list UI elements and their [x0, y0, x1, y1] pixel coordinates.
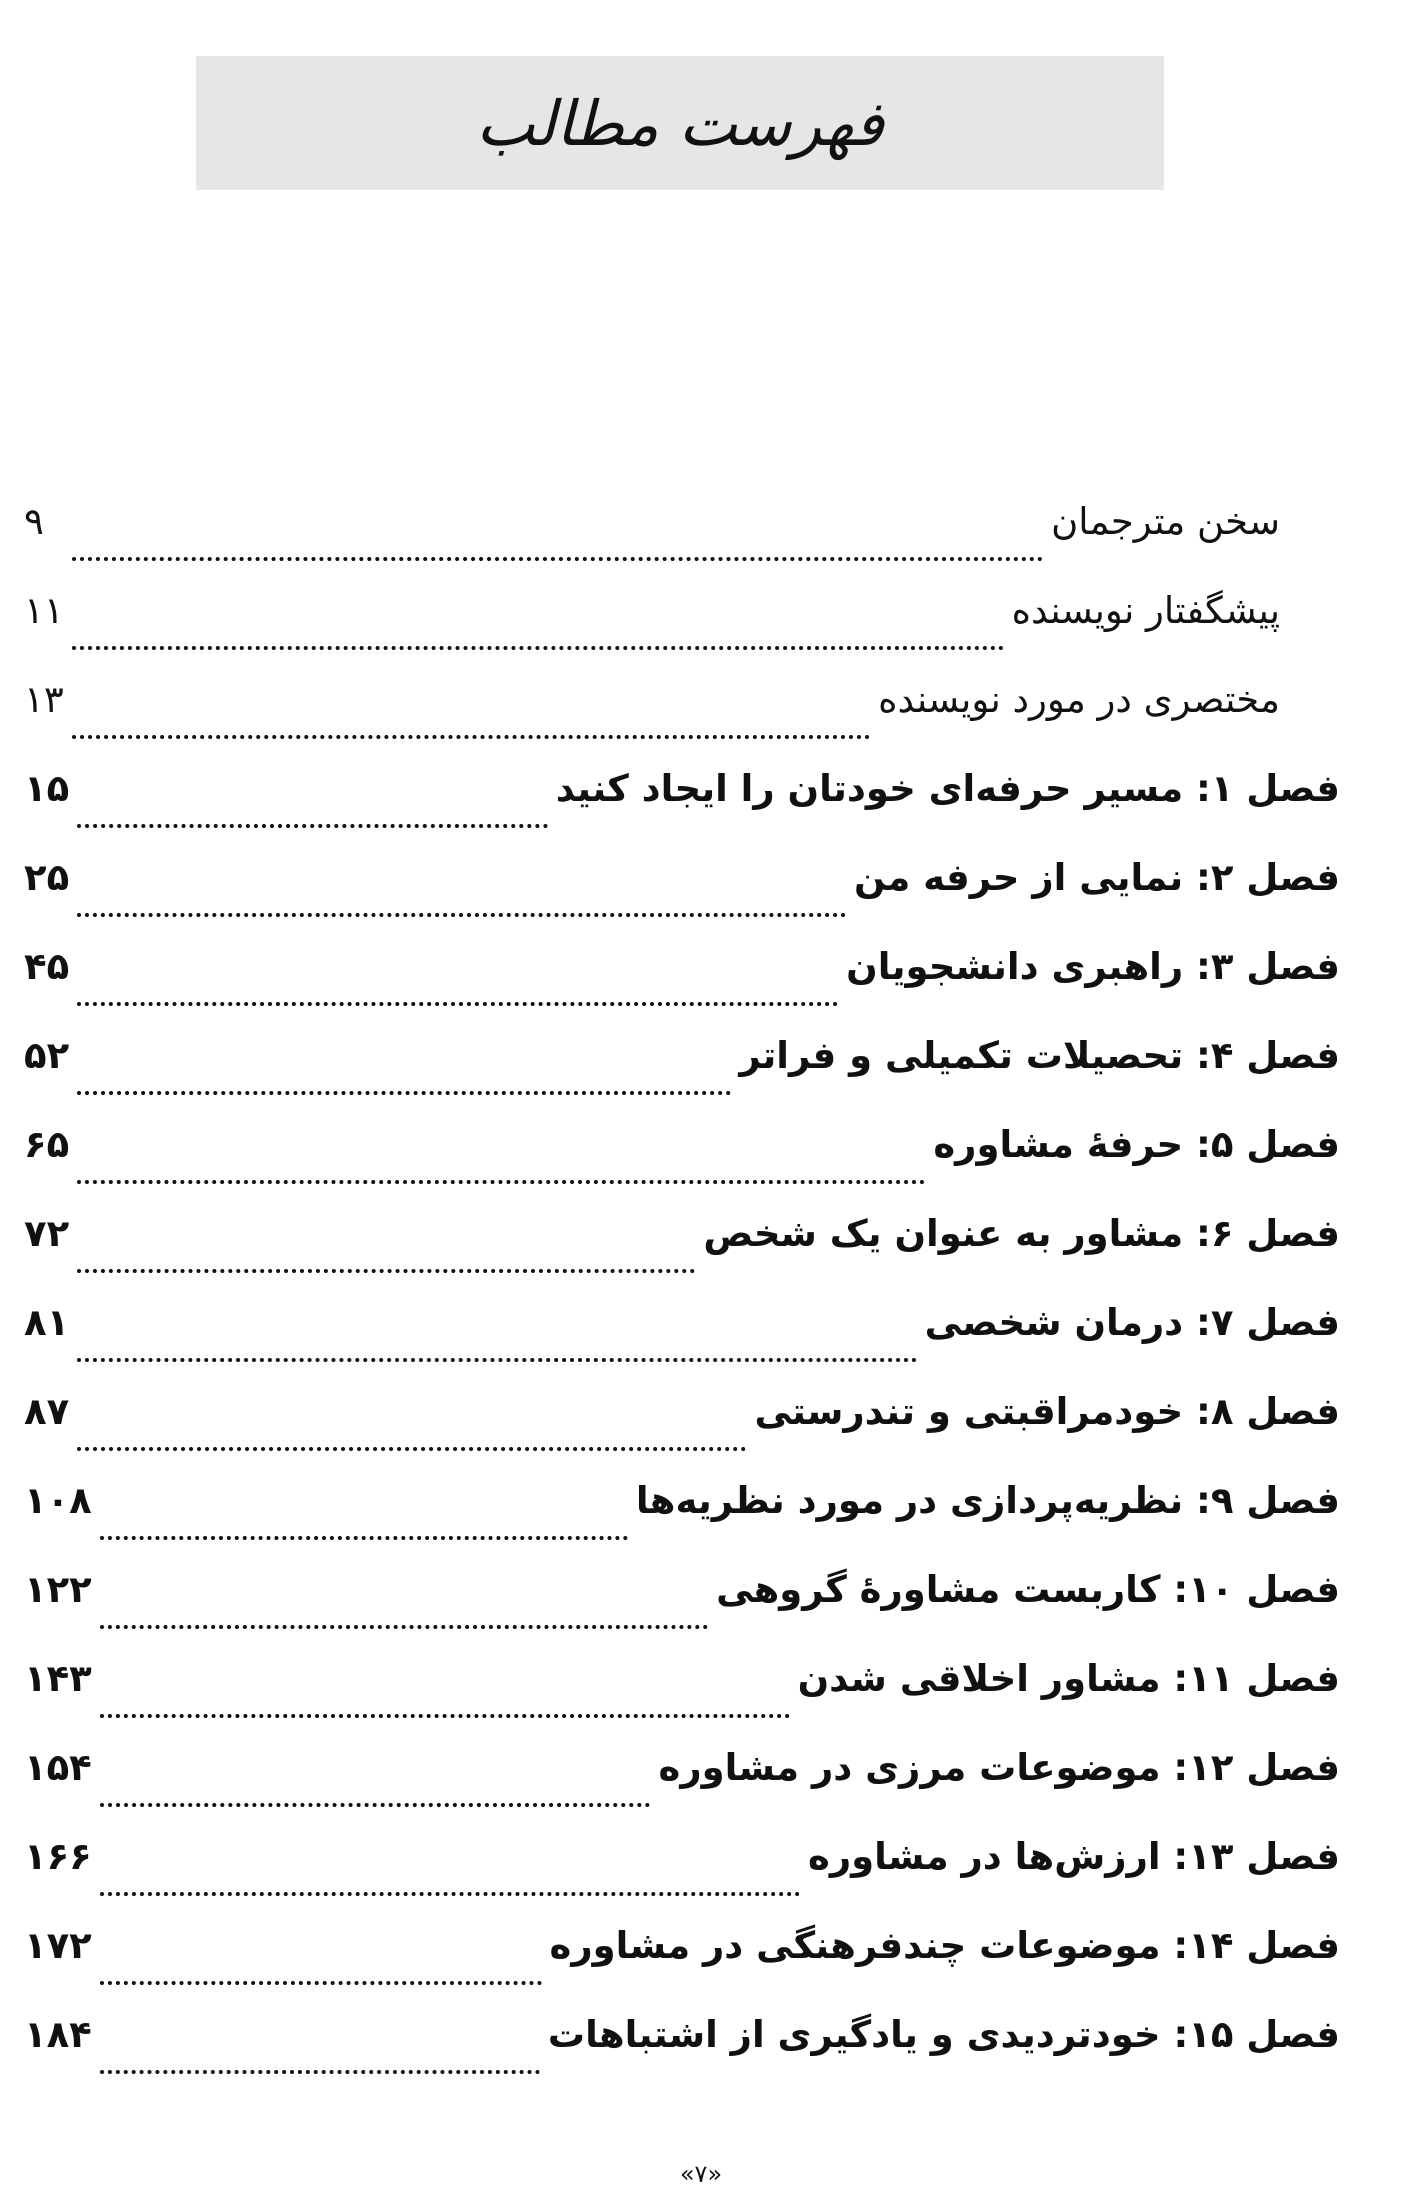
toc-entry-label: فصل ۱۳: ارزش‌ها در مشاوره: [808, 1835, 1340, 1878]
toc-entry-label: مختصری در مورد نویسنده: [878, 678, 1280, 721]
toc-entry-page: ۱۳: [24, 678, 64, 721]
toc-entry-page: ۲۵: [24, 856, 70, 899]
toc-entry-page: ۱۰۸: [24, 1479, 92, 1522]
dot-leader: [100, 2070, 540, 2074]
page-title: فهرست مطالب: [476, 86, 884, 160]
toc-entry: [24, 945, 1340, 1034]
dot-leader: [100, 1536, 628, 1540]
toc-entry: [24, 1301, 1340, 1390]
toc-entry-page: ۱۱: [24, 589, 64, 632]
dot-leader: [72, 735, 870, 739]
toc-entry: [24, 1746, 1340, 1835]
dot-leader: [77, 824, 548, 828]
toc-entry-label: فصل ۱۰: کاربست مشاورهٔ گروهی: [716, 1568, 1340, 1611]
toc-entry-label: سخن مترجمان: [1051, 500, 1280, 543]
toc-entry-label: فصل ۸: خودمراقبتی و تندرستی: [754, 1390, 1340, 1433]
toc-entry: [24, 1835, 1340, 1924]
toc-entry-label: فصل ۴: تحصیلات تکمیلی و فراتر: [739, 1034, 1340, 1077]
toc-entry-label: فصل ۷: درمان شخصی: [924, 1301, 1340, 1344]
toc-entry: [24, 1479, 1340, 1568]
dot-leader: [77, 1358, 916, 1362]
page-number: «۷»: [679, 2160, 723, 2188]
toc-entry-page: ۱۷۲: [24, 1924, 92, 1967]
toc-entry-label: فصل ۲: نمایی از حرفه من: [854, 856, 1340, 899]
toc-entry: [24, 856, 1340, 945]
toc-entry-page: ۶۵: [24, 1123, 70, 1166]
toc-entry-page: ۱۵: [24, 767, 70, 810]
toc-entry-label: فصل ۱۴: موضوعات چندفرهنگی در مشاوره: [549, 1924, 1340, 1967]
dot-leader: [100, 1803, 651, 1807]
toc-entry: [24, 1568, 1340, 1657]
toc-entry-label: فصل ۳: راهبری دانشجویان: [846, 945, 1340, 988]
title-banner: [196, 56, 1164, 190]
toc-entry-page: ۹: [24, 500, 44, 543]
dot-leader: [77, 1002, 838, 1006]
dot-leader: [100, 1625, 708, 1629]
toc-entry: [24, 500, 1340, 589]
toc-entry: [24, 2013, 1340, 2102]
toc-entry-page: ۴۵: [24, 945, 70, 988]
toc-entry-page: ۱۵۴: [24, 1746, 92, 1789]
toc-entry: [24, 589, 1340, 678]
toc-entry-page: ۵۲: [24, 1034, 70, 1077]
toc-entry-page: ۱۴۳: [24, 1657, 92, 1700]
toc-entry-page: ۸۱: [24, 1301, 70, 1344]
toc-entry-label: فصل ۹: نظریه‌پردازی در مورد نظریه‌ها: [635, 1479, 1340, 1522]
toc-entry-label: فصل ۵: حرفهٔ مشاوره: [933, 1123, 1340, 1166]
toc-entry: [24, 1390, 1340, 1479]
toc-entry-page: ۱۸۴: [24, 2013, 92, 2056]
dot-leader: [77, 913, 846, 917]
toc-entry: [24, 1924, 1340, 2013]
toc-entry-page: ۸۷: [24, 1390, 70, 1433]
toc-entry: [24, 1657, 1340, 1746]
dot-leader: [77, 1091, 731, 1095]
dot-leader: [77, 1180, 925, 1184]
toc-entry-page: ۱۲۲: [24, 1568, 92, 1611]
dot-leader: [100, 1892, 800, 1896]
toc-entry-page: ۱۶۶: [24, 1835, 92, 1878]
toc-entry-label: فصل ۱۲: موضوعات مرزی در مشاوره: [658, 1746, 1340, 1789]
toc-entry: [24, 1034, 1340, 1123]
table-of-contents: [24, 500, 1340, 2102]
dot-leader: [72, 646, 1004, 650]
toc-entry: [24, 678, 1340, 767]
toc-entry: [24, 767, 1340, 856]
toc-entry-label: پیشگفتار نویسنده: [1011, 589, 1280, 632]
toc-entry: [24, 1123, 1340, 1212]
dot-leader: [100, 1981, 542, 1985]
dot-leader: [100, 1714, 790, 1718]
toc-entry-page: ۷۲: [24, 1212, 70, 1255]
toc-entry-label: فصل ۱: مسیر حرفه‌ای خودتان را ایجاد کنید: [555, 767, 1340, 810]
toc-entry-label: فصل ۱۵: خودتردیدی و یادگیری از اشتباهات: [547, 2013, 1340, 2056]
toc-entry-label: فصل ۱۱: مشاور اخلاقی شدن: [797, 1657, 1340, 1700]
toc-entry: [24, 1212, 1340, 1301]
toc-entry-label: فصل ۶: مشاور به عنوان یک شخص: [703, 1212, 1340, 1255]
dot-leader: [77, 1269, 695, 1273]
dot-leader: [77, 1447, 746, 1451]
dot-leader: [72, 557, 1043, 561]
